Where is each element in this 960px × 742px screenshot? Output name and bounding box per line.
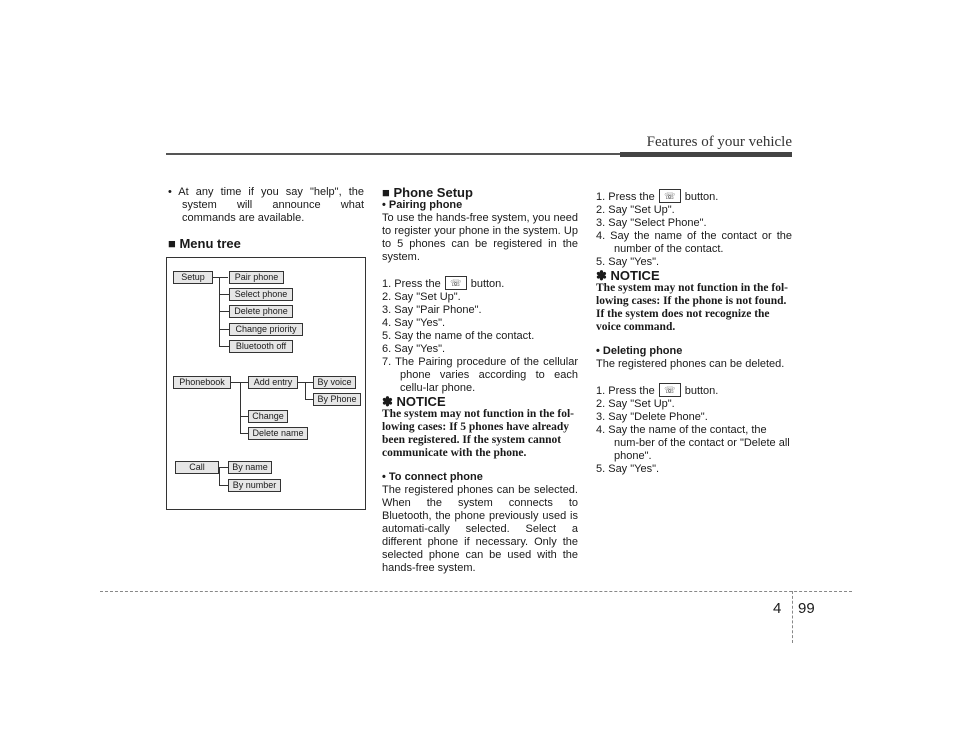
step-text: button.	[470, 277, 505, 290]
connect-paragraph: The registered phones can be selected. When the system connects to Bluetooth, the phone previously used is automati-cally selected. Select a different phone if necessary. Only the selected phone can be used with the hands-free system.	[382, 484, 578, 574]
notice-title: ✽ NOTICE	[382, 394, 446, 409]
step-text: 1. Press the	[596, 190, 655, 203]
node-setup: Setup	[173, 271, 213, 284]
step: 4. Say the name of the contact or the number of the contact.	[596, 230, 792, 255]
phone-setup-heading: ■ Phone Setup	[382, 185, 473, 200]
column-3	[596, 190, 792, 476]
connector	[219, 294, 229, 295]
node-phonebook: Phonebook	[173, 376, 231, 389]
step: 6. Say "Yes".	[382, 343, 446, 355]
notice-title: ✽ NOTICE	[596, 268, 660, 283]
connector	[219, 277, 220, 347]
step: 3. Say "Select Phone".	[596, 217, 707, 229]
step: 3. Say "Delete Phone".	[596, 411, 708, 423]
step	[596, 190, 792, 204]
phone-button-icon: ☏	[445, 276, 467, 290]
node-by-number: By number	[228, 479, 281, 492]
notice-body: The system may not function in the fol-lowing cases: If 5 phones have already been registered. If the system cannot communicate with the phone.	[382, 408, 574, 459]
header-title: Features of your vehicle	[646, 134, 792, 150]
column-2	[382, 186, 578, 575]
node-call: Call	[175, 461, 219, 474]
node-delete-phone: Delete phone	[229, 305, 293, 318]
footer-divider	[792, 591, 793, 643]
menu-tree-heading: ■ Menu tree	[168, 236, 241, 251]
node-by-phone: By Phone	[313, 393, 361, 406]
deleting-paragraph: The registered phones can be deleted.	[596, 358, 785, 370]
step-text: button.	[684, 384, 719, 397]
step: 5. Say the name of the contact.	[382, 330, 535, 342]
connector	[240, 433, 248, 434]
step-text: 1. Press the	[382, 277, 441, 290]
step: 3. Say "Pair Phone".	[382, 304, 482, 316]
step: 7. The Pairing procedure of the cellular phone varies according to each cellu-lar phone.	[382, 356, 578, 394]
step	[596, 384, 792, 398]
connector	[305, 382, 306, 399]
node-by-name: By name	[228, 461, 272, 474]
connector	[219, 311, 229, 312]
pairing-phone-bullet: • Pairing phone	[382, 199, 463, 211]
node-change-priority: Change priority	[229, 323, 303, 336]
node-bluetooth-off: Bluetooth off	[229, 340, 293, 353]
node-select-phone: Select phone	[229, 288, 293, 301]
connector	[212, 277, 228, 278]
step: 4. Say the name of the contact, the num-ber of the contact or "Delete all phone".	[596, 424, 790, 462]
step: 2. Say "Set Up".	[596, 204, 675, 216]
step: 2. Say "Set Up".	[382, 291, 461, 303]
step-text: 1. Press the	[596, 384, 655, 397]
deleting-phone-bullet: • Deleting phone	[596, 345, 683, 357]
phone-button-icon: ☏	[659, 189, 681, 203]
notice-body: The system may not function in the fol-lowing cases: If the phone is not found. If the system does not recognize the voice command.	[596, 282, 788, 333]
step: 2. Say "Set Up".	[596, 398, 675, 410]
menu-tree-diagram	[166, 257, 366, 510]
step: 4. Say "Yes".	[382, 317, 446, 329]
column-1	[168, 186, 364, 250]
connector	[240, 382, 241, 433]
step	[382, 277, 578, 291]
page-number: 99	[798, 600, 815, 617]
node-by-voice: By voice	[313, 376, 356, 389]
connect-phone-bullet: • To connect phone	[382, 471, 483, 483]
node-delete-name: Delete name	[248, 427, 308, 440]
connector	[219, 485, 228, 486]
pairing-paragraph: To use the hands-free system, you need to register your phone in the system. Up to 5 phones can be registered in the system.	[382, 212, 578, 263]
phone-button-icon: ☏	[659, 383, 681, 397]
connector	[240, 416, 248, 417]
connector	[219, 467, 220, 485]
connector	[305, 399, 313, 400]
step: 5. Say "Yes".	[596, 463, 660, 475]
node-change: Change	[248, 410, 288, 423]
step-text: button.	[684, 190, 719, 203]
header-rule-accent	[620, 152, 792, 157]
chapter-number: 4	[773, 600, 782, 617]
step: 5. Say "Yes".	[596, 256, 660, 268]
footer-rule	[100, 591, 852, 592]
connector	[230, 382, 248, 383]
node-add-entry: Add entry	[248, 376, 298, 389]
connector	[219, 329, 229, 330]
help-note: • At any time if you say "help", the system will announce what commands are available.	[168, 186, 364, 224]
node-pair-phone: Pair phone	[229, 271, 284, 284]
connector	[219, 346, 229, 347]
